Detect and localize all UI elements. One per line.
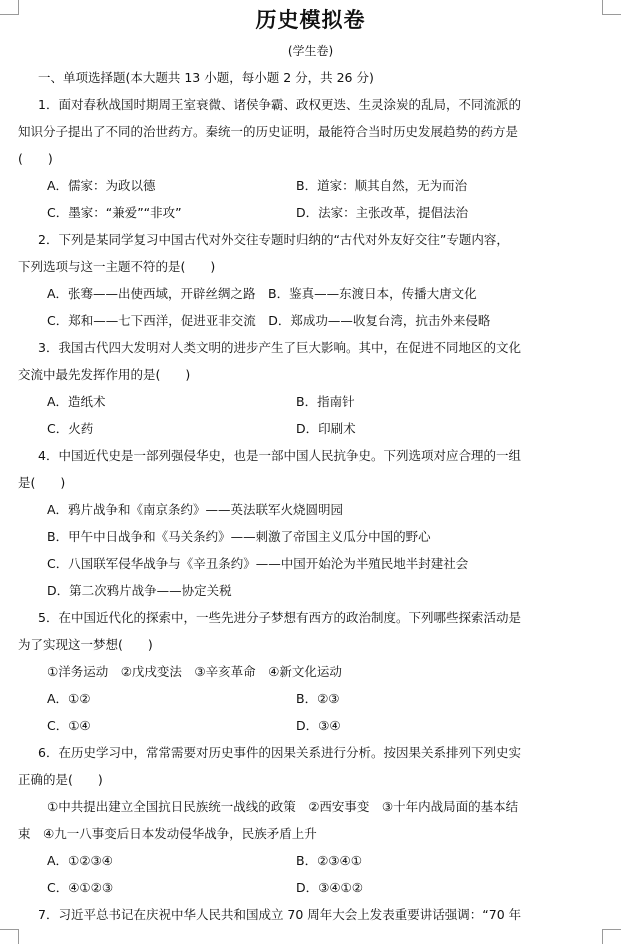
question-3-option-a: A．造纸术 xyxy=(47,394,106,409)
question-1-line-1: 1．面对春秋战国时期周王室衰微、诸侯争霸、政权更迭、生灵涂炭的乱局，不同流派的 xyxy=(38,97,521,112)
question-5-line-1: 5．在中国近代化的探索中，一些先进分子梦想有西方的政治制度。下列哪些探索活动是 xyxy=(38,610,521,625)
crop-mark-bottom-left xyxy=(0,929,19,944)
question-2-line-2: 下列选项与这一主题不符的是( ) xyxy=(18,259,216,274)
question-3-line-1: 3．我国古代四大发明对人类文明的进步产生了巨大影响。其中，在促进不同地区的文化 xyxy=(38,340,521,355)
question-3-line-2: 交流中最先发挥作用的是( ) xyxy=(18,367,191,382)
question-3-option-c: C．火药 xyxy=(47,421,94,436)
question-6-items-line-2: 束 ④九一八事变后日本发动侵华战争，民族矛盾上升 xyxy=(18,826,317,841)
question-2-options-cd: C．郑和——七下西洋，促进亚非交流 D．郑成功——收复台湾，抗击外来侵略 xyxy=(47,313,491,328)
question-3-option-d: D．印刷术 xyxy=(296,421,356,436)
question-4-option-a: A．鸦片战争和《南京条约》——英法联军火烧圆明园 xyxy=(47,502,344,517)
question-4-option-b: B．甲午中日战争和《马关条约》——刺激了帝国主义瓜分中国的野心 xyxy=(47,529,431,544)
question-4-option-d: D．第二次鸦片战争——协定关税 xyxy=(47,583,232,598)
question-7-line-1: 7．习近平总书记在庆祝中华人民共和国成立 70 周年大会上发表重要讲话强调：“70 年 xyxy=(38,907,522,922)
question-5-option-b: B．②③ xyxy=(296,691,340,706)
question-2-line-1: 2．下列是某同学复习中国古代对外交往专题时归纳的“古代对外友好交往”专题内容， xyxy=(38,232,509,247)
question-5-option-c: C．①④ xyxy=(47,718,91,733)
question-6-option-b: B．②③④① xyxy=(296,853,362,868)
page-title: 历史模拟卷 xyxy=(255,8,366,32)
question-2-options-ab: A．张骞——出使西域，开辟丝绸之路 B．鉴真——东渡日本，传播大唐文化 xyxy=(47,286,477,301)
question-1-option-a: A．儒家：为政以德 xyxy=(47,178,156,193)
page-subtitle: (学生卷) xyxy=(287,44,334,58)
section-heading: 一、单项选择题(本大题共 13 小题，每小题 2 分，共 26 分) xyxy=(38,70,374,85)
crop-mark-bottom-right xyxy=(602,929,621,944)
question-6-line-1: 6．在历史学习中，常常需要对历史事件的因果关系进行分析。按因果关系排列下列史实 xyxy=(38,745,521,760)
question-6-option-c: C．④①②③ xyxy=(47,880,114,895)
question-5-option-a: A．①② xyxy=(47,691,91,706)
question-6-line-2: 正确的是( ) xyxy=(18,772,103,787)
question-5-option-d: D．③④ xyxy=(296,718,341,733)
question-1-option-d: D．法家：主张改革，提倡法治 xyxy=(296,205,469,220)
question-5-items: ①洋务运动 ②戊戌变法 ③辛亥革命 ④新文化运动 xyxy=(47,664,342,679)
question-6-items-line-1: ①中共提出建立全国抗日民族统一战线的政策 ②西安事变 ③十年内战局面的基本结 xyxy=(47,799,519,814)
question-4-line-2: 是( ) xyxy=(18,475,66,490)
question-4-option-c: C．八国联军侵华战争与《辛丑条约》——中国开始沦为半殖民地半封建社会 xyxy=(47,556,469,571)
question-1-option-c: C．墨家：“兼爱”“非攻” xyxy=(47,205,182,220)
question-4-line-1: 4．中国近代史是一部列强侵华史，也是一部中国人民抗争史。下列选项对应合理的一组 xyxy=(38,448,521,463)
question-1-line-2: 知识分子提出了不同的治世药方。秦统一的历史证明，最能符合当时历史发展趋势的药方是 xyxy=(18,124,519,139)
question-3-option-b: B．指南针 xyxy=(296,394,355,409)
question-5-line-2: 为了实现这一梦想( ) xyxy=(18,637,153,652)
question-1-option-b: B．道家：顺其自然，无为而治 xyxy=(296,178,468,193)
question-1-line-3: ( ) xyxy=(18,151,53,166)
question-6-option-a: A．①②③④ xyxy=(47,853,113,868)
question-6-option-d: D．③④①② xyxy=(296,880,363,895)
